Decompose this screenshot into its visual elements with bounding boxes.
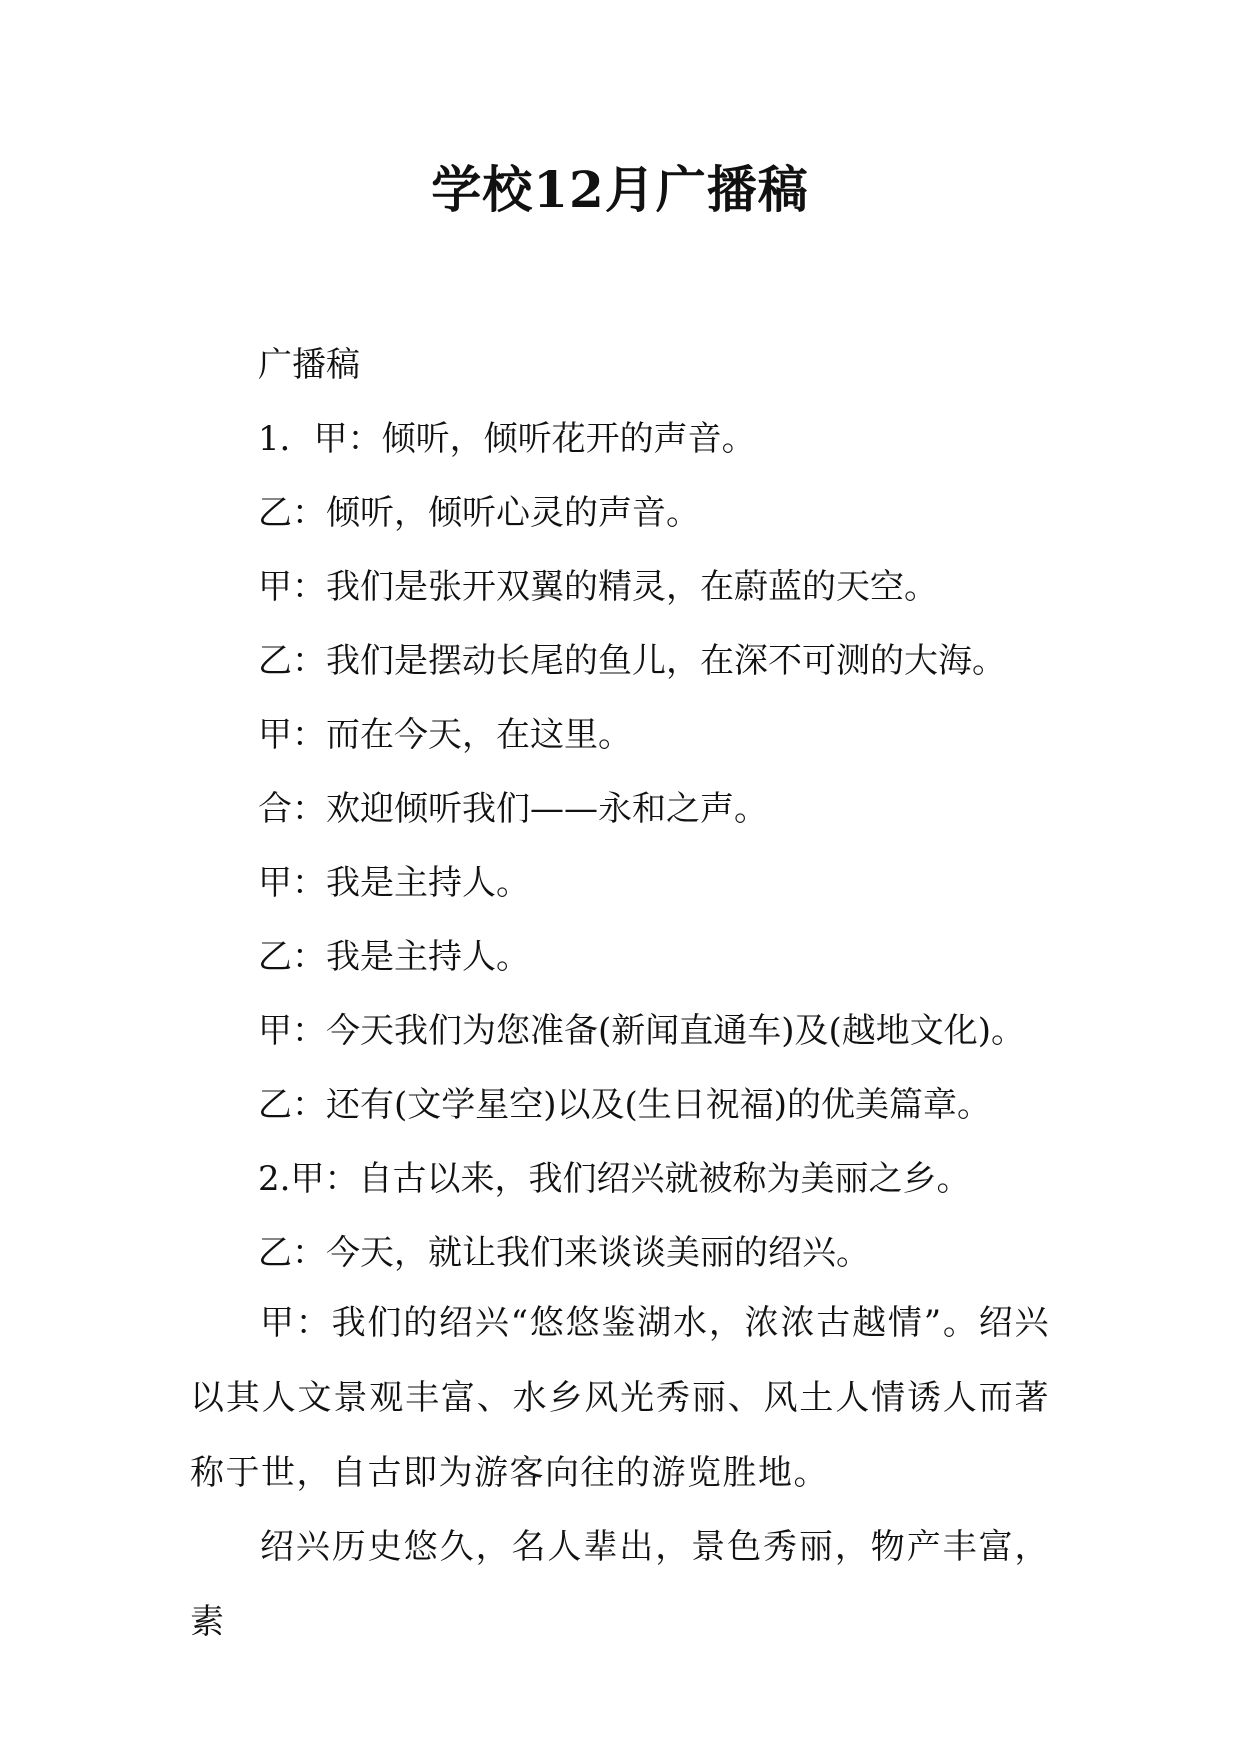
- line-2: 乙：倾听，倾听心灵的声音。: [258, 493, 700, 533]
- line-1: 1．甲：倾听，倾听花开的声音。: [258, 419, 756, 459]
- paragraph-shaoxing: 甲：我们的绍兴“悠悠鉴湖水，浓浓古越情”。绍兴以其人文景观丰富、水乡风光秀丽、风土人情诱人而著称于世，自古即为游客向往的游览胜地。: [190, 1303, 1050, 1493]
- document-title: 学校12月广播稿: [431, 160, 809, 219]
- line-5: 甲：而在今天，在这里。: [258, 715, 632, 755]
- line-12: 乙：今天，就让我们来谈谈美丽的绍兴。: [258, 1233, 870, 1273]
- line-8: 乙：我是主持人。: [258, 937, 530, 977]
- paragraph-history: 绍兴历史悠久，名人辈出，景色秀丽，物产丰富，素: [190, 1527, 1050, 1642]
- line-11: 2.甲：自古以来，我们绍兴就被称为美丽之乡。: [258, 1159, 971, 1199]
- line-9: 甲：今天我们为您准备(新闻直通车)及(越地文化)。: [258, 1011, 1026, 1051]
- line-header: 广播稿: [258, 345, 360, 385]
- line-3: 甲：我们是张开双翼的精灵，在蔚蓝的天空。: [258, 567, 938, 607]
- line-7: 甲：我是主持人。: [258, 863, 530, 903]
- line-4: 乙：我们是摆动长尾的鱼儿，在深不可测的大海。: [258, 641, 1006, 681]
- line-6: 合：欢迎倾听我们——永和之声。: [258, 789, 768, 829]
- line-10: 乙：还有(文学星空)以及(生日祝福)的优美篇章。: [258, 1085, 992, 1125]
